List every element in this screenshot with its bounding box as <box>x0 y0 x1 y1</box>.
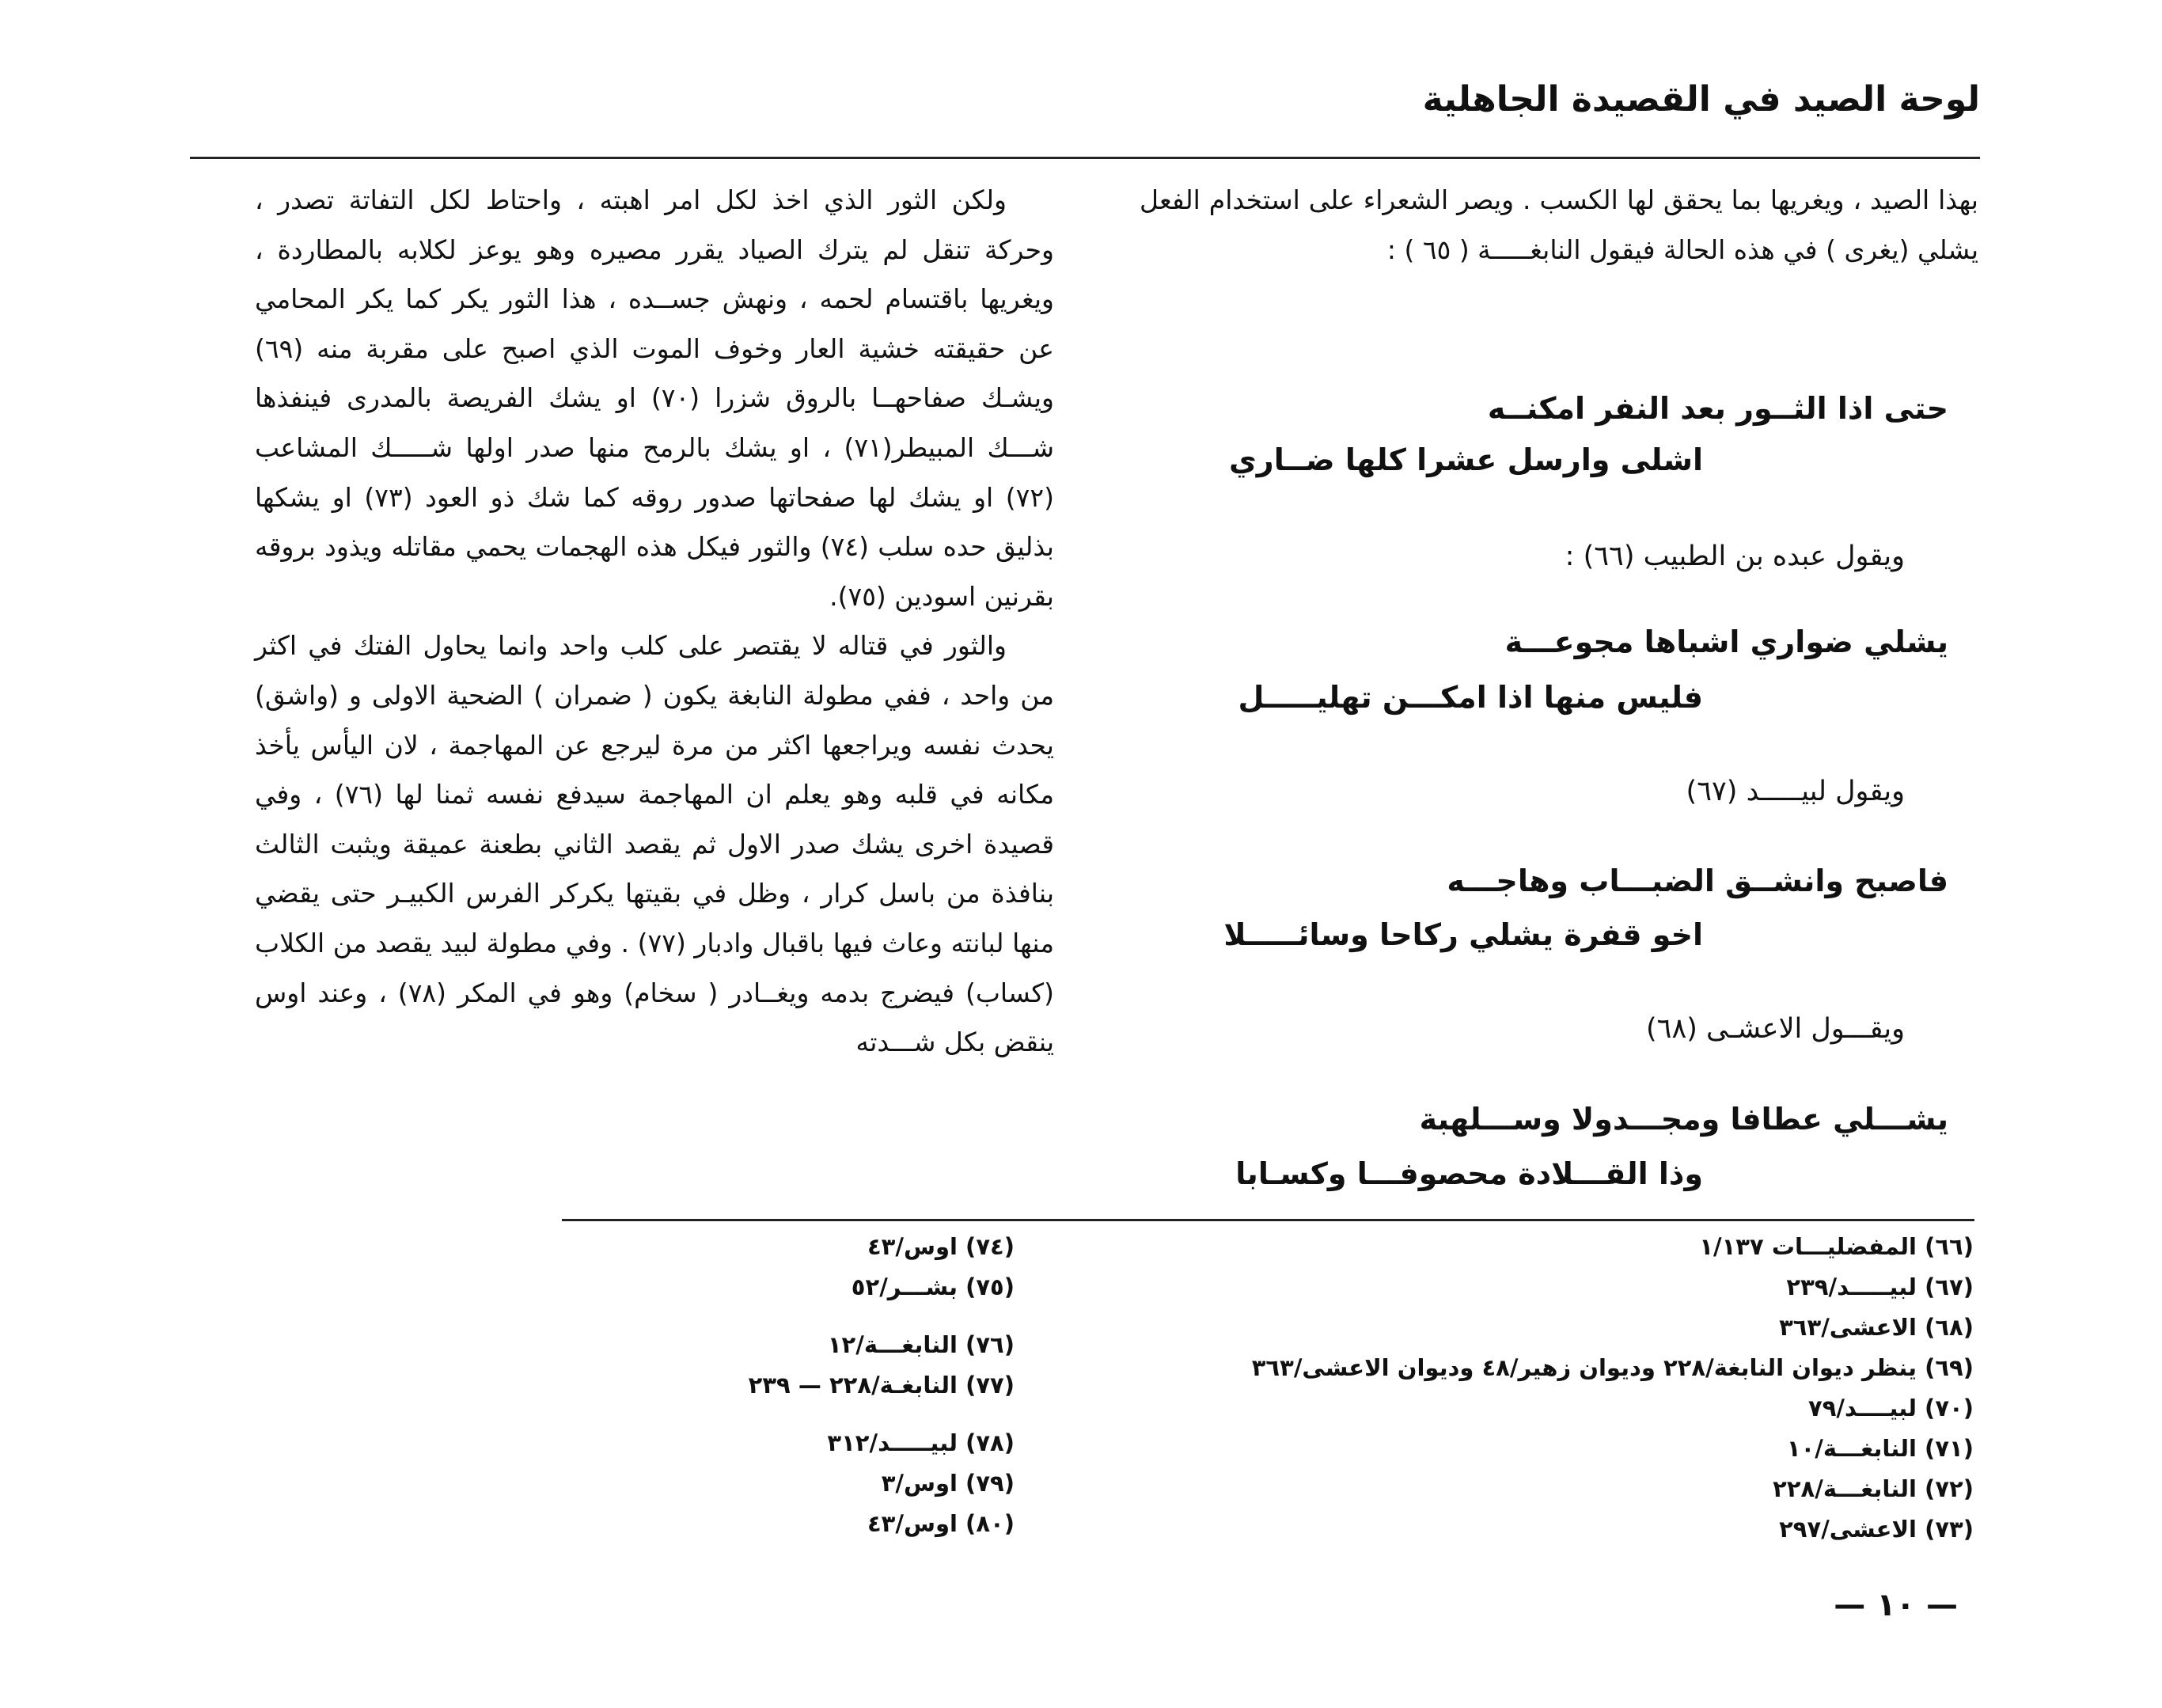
footnote-rule-right <box>807 1219 1974 1221</box>
footnote: (٧٠) لبيــــد/٧٩ <box>1808 1395 1974 1421</box>
footnote: (٦٩) ينظر ديوان النابغة/٢٢٨ وديوان زهير/٤٨ وديوان الاعشى/٣٦٣ <box>1251 1354 1974 1381</box>
left-paragraph-1: ولكن الثور الذي اخذ لكل امر اهبته ، واحتاط لكل التفاتة تصدر ، وحركة تنقل لم يترك الصياد يقرر مصيره وهو يوعز لكلابه بالمطاردة ، ويغريها باقتسام لحمه ، ونهش جســده ، هذا الثور يكر كما يكر المحامي عن حقيقته خشية العار وخوف الموت الذي اصبح على مقربة منه (٦٩) ويشـك صفاحهــا بالروق شزرا (٧٠) او يشك الفريصة بالمدرى فينفذها شـــك المبيطر(٧١) ، او يشك بالرمح منها صدر اولها شـــــك المشاعب (٧٢) او يشك لها صفحاتها صدور روقه كما شك ذو العود (٧٣) او يشكها بذليق حده سلب (٧٤) والثور فيكل هذه الهجمات يحمي مقاتله ويذود بروقه بقرنين اسودين (٧٥). <box>255 184 1055 612</box>
footnotes-right <box>1024 1227 1974 1550</box>
left-paragraph-2: والثور في قتاله لا يقتصر على كلب واحد وانما يحاول الفتك في اكثر من واحد ، ففي مطولة النابغة يكون ( ضمران ) الضحية الاولى و (واشق) يحدث نفسه ويراجعها اكثر من مرة ليرجع عن المهاجمة ، لان اليأس يأخذ مكانه في قلبه وهو يعلم ان المهاجمة سيدفع نفسه ثمنا لها (٧٦) ، وفي قصيدة اخرى يشك صدر الاول ثم يقصد الثاني بطعنة عميقة ويثبت الثالث بنافذة من باسل كرار ، وظل في بقيتها يكركر الفرس الكبيـر حتى يقضي منها لبانته وعاث فيها باقبال وادبار (٧٧) . وفي مطولة لبيد يقصد من الكلاب (كساب) فيضرج بدمه ويغــادر ( سخام) وهو في المكر (٧٨) ، وعند اوس ينقض بكل شـــدته <box>255 630 1054 1058</box>
header-rule-left <box>190 157 855 159</box>
footnote: (٧٦) النابغـــة/١٢ <box>827 1331 1015 1358</box>
footnote: (٨٠) اوس/٤٣ <box>867 1510 1015 1537</box>
verse-1a: حتى اذا الثــور بعد النفر امكنــه <box>1487 391 1948 426</box>
verse-4a: يشـــلي عطافا ومجـــدولا وســـلهبة <box>1419 1102 1948 1137</box>
right-column-intro <box>1140 176 1978 275</box>
header-rule-right <box>847 157 1980 159</box>
footnote: (٧٢) النابغـــة/٢٢٨ <box>1773 1475 1974 1502</box>
quote-intro-2: ويقول عبده بن الطبيب (٦٦) : <box>1565 541 1905 572</box>
footnote: (٧١) النابغـــة/١٠ <box>1786 1435 1974 1462</box>
intro-paragraph: بهذا الصيد ، ويغريها بما يحقق لها الكسب . ويصر الشعراء على استخدام الفعل يشلي (يغرى ) في هذه الحالة فيقول النابغـــــة ( ٦٥ ) : <box>1140 184 1978 265</box>
footnote: (٧٩) اوس/٣ <box>881 1470 1015 1497</box>
footnote: (٦٨) الاعشى/٣٦٣ <box>1779 1314 1974 1341</box>
verse-1b: اشلى وارسل عشرا كلها ضــاري <box>1228 442 1703 477</box>
footnote: (٧٥) بشـــر/٥٢ <box>851 1273 1015 1300</box>
verse-2b: فليس منها اذا امكـــن تهليـــــل <box>1238 680 1703 715</box>
footnote: (٧٧) النابغـة/٢٢٨ — ٢٣٩ <box>748 1372 1015 1399</box>
page-number: — ١٠ — <box>1834 1587 1958 1623</box>
verse-3b: اخو قفرة يشلي ركاحا وسائـــــلا <box>1223 917 1703 952</box>
footnote: (٧٤) اوس/٤٣ <box>867 1233 1015 1260</box>
quote-intro-3: ويقول لبيـــــد (٦٧) <box>1686 776 1905 807</box>
verse-4b: وذا القـــلادة محصوفـــا وكسـابا <box>1235 1156 1703 1191</box>
verse-3a: فاصبح وانشــق الضبـــاب وهاجـــه <box>1447 863 1948 898</box>
footnote: (٦٧) لبيـــــد/٢٣٩ <box>1786 1273 1974 1300</box>
running-title: لوحة الصيد في القصيدة الجاهلية <box>1422 79 1980 120</box>
verse-2a: يشلي ضواري اشباها مجوعـــة <box>1504 624 1948 659</box>
left-column <box>255 176 1054 1068</box>
footnote: (٧٨) لبيـــــد/٣١٢ <box>827 1429 1015 1456</box>
footnotes-left <box>461 1227 1015 1544</box>
quote-intro-4: ويقـــول الاعشـى (٦٨) <box>1645 1013 1905 1045</box>
footnote: (٦٦) المفضليـــات ١/١٣٧ <box>1699 1233 1974 1260</box>
footnote: (٧٣) الاعشى/٢٩٧ <box>1779 1516 1974 1543</box>
